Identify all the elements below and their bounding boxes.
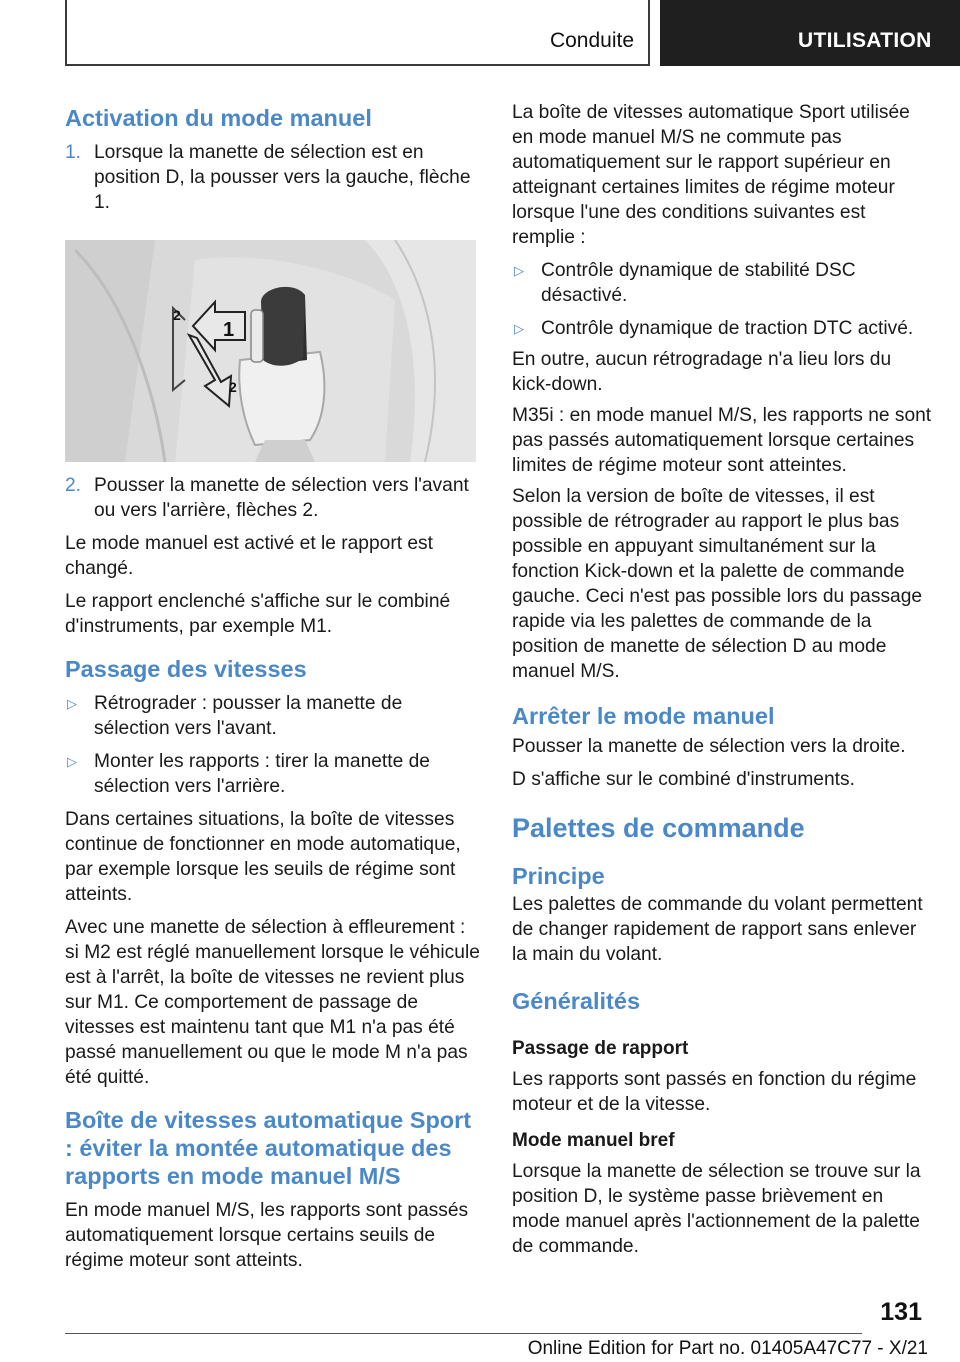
paragraph-mode-bref: Lorsque la manette de sélection se trouve sur la position D, le système passe brièvement en mode manuel après l'actionnement de la palette de commande. [512, 1161, 921, 1257]
left-column [65, 100, 483, 1273]
right-column [512, 100, 932, 1259]
step-2 [65, 473, 483, 523]
step-1-text: Lorsque la manette de sélection est en position D, la pousser vers la gauche, flèche 1. [94, 142, 471, 213]
header-section-title: Conduite [549, 29, 634, 52]
figure-label-arrow-2b: 2 [229, 379, 237, 395]
heading-mode-bref: Mode manuel bref [512, 1130, 675, 1151]
step-2-text: Pousser la manette de sélection vers l'avant ou vers l'arrière, flèches 2. [94, 475, 469, 521]
paragraph-effleurement: Avec une manette de sélection à effleurement : si M2 est réglé manuellement lorsque le véhicule est à l'arrêt, la boîte de vitesses ne revient plus sur M1. Ce comportement de passage de vitesses est maintenu tant que M1 n'a pas été passé manuellement ou que le mode M n'a pas été quitté. [65, 917, 480, 1088]
paragraph-pousser-droite: Pousser la manette de sélection vers la droite. [512, 736, 906, 757]
bullet-monter-text: Monter les rapports : tirer la manette de sélection vers l'arrière. [94, 751, 430, 797]
footer-divider [65, 1333, 862, 1334]
gear-selector-figure [65, 240, 476, 462]
bullet-retrograder-text: Rétrograder : pousser la manette de sélection vers l'avant. [94, 693, 403, 739]
paragraph-passage-rapport: Les rapports sont passés en fonction du régime moteur et de la vitesse. [512, 1069, 917, 1115]
paragraph-rapport-affiche: Le rapport enclenché s'affiche sur le combiné d'instruments, par exemple M1. [65, 591, 451, 637]
paragraph-m35i: M35i : en mode manuel M/S, les rapports ne sont pas passés automatiquement lorsque certaines limites de régime moteur sont atteintes. [512, 405, 932, 476]
paragraph-kick-down: En outre, aucun rétrogradage n'a lieu lors du kick-down. [512, 349, 892, 395]
paragraph-retrograder-bas: Selon la version de boîte de vitesses, il est possible de rétrograder au rapport le plus bas possible en appuyant simultanément sur la fonction Kick-down et la palette de commande gauche. Ceci n'est pas possible lors du passage rapide via les palettes de commande de la position de manette de sélection D au mode manuel M/S. [512, 486, 923, 682]
bullet-dtc [512, 316, 932, 341]
step-1 [65, 140, 483, 215]
paragraph-d-affiche: D s'affiche sur le combiné d'instruments. [512, 769, 855, 790]
footer-edition: Online Edition for Part no. 01405A47C77 - X/21 [527, 1338, 928, 1359]
figure-label-arrow-1: 1 [223, 319, 235, 341]
heading-passage-rapport: Passage de rapport [512, 1038, 689, 1059]
triangle-right-icon: ▷ [67, 696, 77, 711]
gear-selector-illustration [65, 240, 476, 462]
triangle-right-icon: ▷ [67, 754, 77, 769]
heading-boite-sport: Boîte de vitesses automatique Sport : éviter la montée automatique des rapports en mode manuel M/S [65, 1107, 472, 1189]
header-section-box [65, 0, 650, 66]
step-1-number: 1. [65, 142, 82, 163]
bullet-dsc-text: Contrôle dynamique de stabilité DSC désactivé. [541, 260, 856, 306]
heading-activation: Activation du mode manuel [65, 105, 372, 131]
heading-generalites: Généralités [512, 988, 641, 1014]
triangle-right-icon: ▷ [514, 263, 524, 278]
heading-passage-vitesses: Passage des vitesses [65, 656, 307, 682]
heading-arreter-mode: Arrêter le mode manuel [512, 703, 775, 729]
figure-label-arrow-2a: 2 [173, 307, 181, 323]
paragraph-mode-ms: En mode manuel M/S, les rapports sont passés automatiquement lorsque certains seuils de régime moteur sont atteints. [65, 1200, 469, 1271]
step-2-number: 2. [65, 475, 82, 496]
paragraph-situations: Dans certaines situations, la boîte de vitesses continue de fonctionner en mode automatique, par exemple lorsque les seuils de régime sont atteints. [65, 809, 461, 905]
heading-principe: Principe [512, 863, 605, 889]
header-chapter-tab: UTILISATION [660, 0, 960, 66]
paragraph-boite-sport-manuel: La boîte de vitesses automatique Sport utilisée en mode manuel M/S ne commute pas automatiquement sur le rapport supérieur en atteignant certaines limites de régime moteur lorsque l'une des conditions suivantes est remplie : [512, 102, 910, 248]
bullet-dsc [512, 258, 932, 308]
paragraph-principe: Les palettes de commande du volant permettent de changer rapidement de rapport sans enlever la main du volant. [512, 894, 923, 965]
page-number: 131 [880, 1298, 922, 1326]
triangle-right-icon: ▷ [514, 321, 524, 336]
paragraph-mode-active: Le mode manuel est activé et le rapport est changé. [65, 533, 433, 579]
bullet-dtc-text: Contrôle dynamique de traction DTC activé. [541, 318, 914, 339]
bullet-monter [65, 749, 483, 799]
bullet-retrograder [65, 691, 483, 741]
heading-palettes: Palettes de commande [512, 813, 805, 843]
